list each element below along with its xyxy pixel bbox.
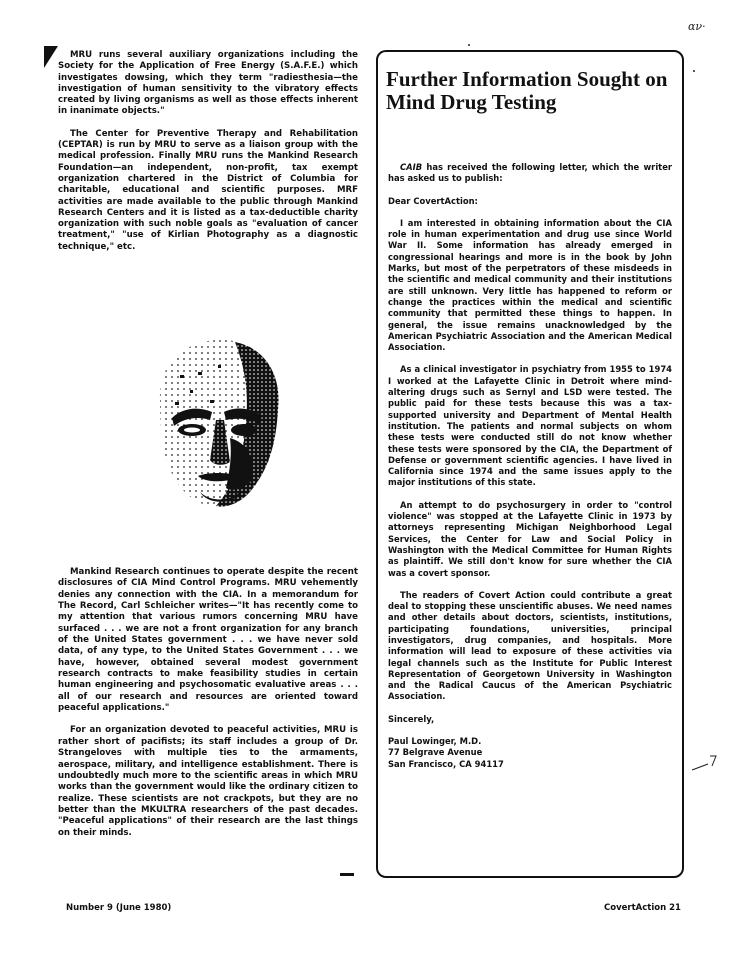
signature-name: Paul Lowinger, M.D.: [388, 736, 482, 747]
closing: Sincerely,: [388, 713, 435, 724]
paragraph-pacifists: For an organization devoted to peaceful activities, MRU is rather short of pacifists; its staff includes a group of Dr. Strangeloves with multiple ties to the armaments, aerospace, military, and intelligence establishment. There is undoubtedly much more to the scientific areas in which MRU works than the government would like the ordinary citizen to realize. These scientists are not crackpots, but they are no better than the MKULTRA researchers of the past decades. "Peaceful applications" of their research are the last things on their minds.: [58, 725, 358, 838]
page-footer-title: CovertAction 21: [604, 903, 681, 913]
salutation: Dear CovertAction:: [388, 195, 478, 206]
handwritten-note: ɑν·: [688, 20, 706, 33]
corner-mark-icon: [44, 46, 58, 68]
paragraph-mankind-research: Mankind Research continues to operate despite the recent disclosures of CIA Mind Control Programs. MRU vehemently denies any connection with the CIA. In a memorandum for The Record, Carl Schleicher writes—"It has recently come to my attention that various rumors concerning MRU have surfaced . . . we are not a front organization for any branch of the United States government . . . we have never sold data, of any type, to the United States Government . . . we have, however, obtained several modest government research contracts to make feasibility studies in certain human engineering and psychosomatic evaluative areas . . . all of our research and resources are oriented toward peaceful applications.": [58, 567, 358, 714]
signature-street: 77 Belgrave Avenue: [388, 747, 483, 758]
letter-paragraph-2: As a clinical investigator in psychiatry from 1955 to 1974 I worked at the Lafayette Clinic in Detroit where mind-altering drugs such as Sernyl and LSD were tested. The public paid for these tests because this was a tax-supported university and Department of Mental Health institution. The patients and normal subjects on whom these tests were conducted still do not know whether these tests were sponsored by the CIA, the Department of Defense or government scientific agencies. I have lived in California since 1974 and the same issues apply to the major institutions of this state.: [388, 364, 672, 488]
issue-number: Number 9 (June 1980): [66, 903, 172, 913]
end-of-article-mark: [340, 873, 354, 876]
signature-city: San Francisco, CA 94117: [388, 758, 504, 769]
margin-scribble-icon: [690, 752, 720, 776]
letter-paragraph-1: I am interested in obtaining information about the CIA role in human experimentation and drug use since World War II. Some information has already emerged in congressional hearings and more is in the book by John Marks, but most of the perpetrators of these misdeeds in the scientific and medical community and their institutions are still unknown. Very little has happened to reform or change the practices within the medical and scientific community that permitted these things to happen. In general, the issue remains unacknowledged by the American Psychiatric Association and the American Medical Association.: [388, 217, 672, 353]
caib-name: CAIB: [400, 162, 423, 172]
halftone-face-icon: [140, 320, 290, 510]
face-illustration: [140, 320, 290, 510]
left-column-upper: [58, 50, 358, 253]
intro-text: has received the following letter, which the writer has asked us to publish:: [388, 162, 672, 184]
scan-speck: [693, 70, 695, 72]
letter-paragraph-3: An attempt to do psychosurgery in order to "control violence" was stopped at the Lafayette Clinic in 1973 by attorneys representing Michigan Neighborhood Legal Services, the Center for Law and Social Policy in Washington with the Medical Committee for Human Rights as plaintiff. We still don't know for sure whether the CIA was a covert sponsor.: [388, 499, 672, 578]
letter-paragraph-4: The readers of Covert Action could contribute a great deal to stopping these unscientific abuses. We need names and other details about doctors, scientists, institutions, participating foundations, universities, principal investigators, drug companies, and hospitals. More information will lead to exposure of these activities via legal channels such as the Institute for Public Interest Representation of Georgetown University in Washington and the Radical Caucus of the American Psychiatric Association.: [388, 589, 672, 702]
sidebar-body: [388, 162, 672, 770]
paragraph-safe: MRU runs several auxiliary organizations including the Society for the Application of Free Energy (S.A.F.E.) which investigates dowsing, which they term "radiesthesia—the investigation of human sensitivity to the vibratory effects created by living organisms as well as those effects inherent in inanimate objects.": [58, 50, 358, 117]
left-column-lower: [58, 567, 358, 850]
sidebar-intro: [388, 162, 672, 185]
sidebar-title: Further Information Sought on Mind Drug Testing: [386, 67, 668, 114]
paragraph-ceptar: The Center for Preventive Therapy and Rehabilitation (CEPTAR) is run by MRU to serve as a liaison group with the medical profession. Finally MRU runs the Mankind Research Foundation—an independent, non-profit, tax exempt organization chartered in the District of Columbia for charitable, educational and scientific purposes. MRF activities are made available to the public through Mankind Research Centers and it is listed as a tax-deductible charity organization with such noble goals as "evaluation of cancer treatment," "use of Kirlian Photography as a diagnostic technique," etc.: [58, 128, 358, 252]
scan-speck: [468, 44, 470, 46]
